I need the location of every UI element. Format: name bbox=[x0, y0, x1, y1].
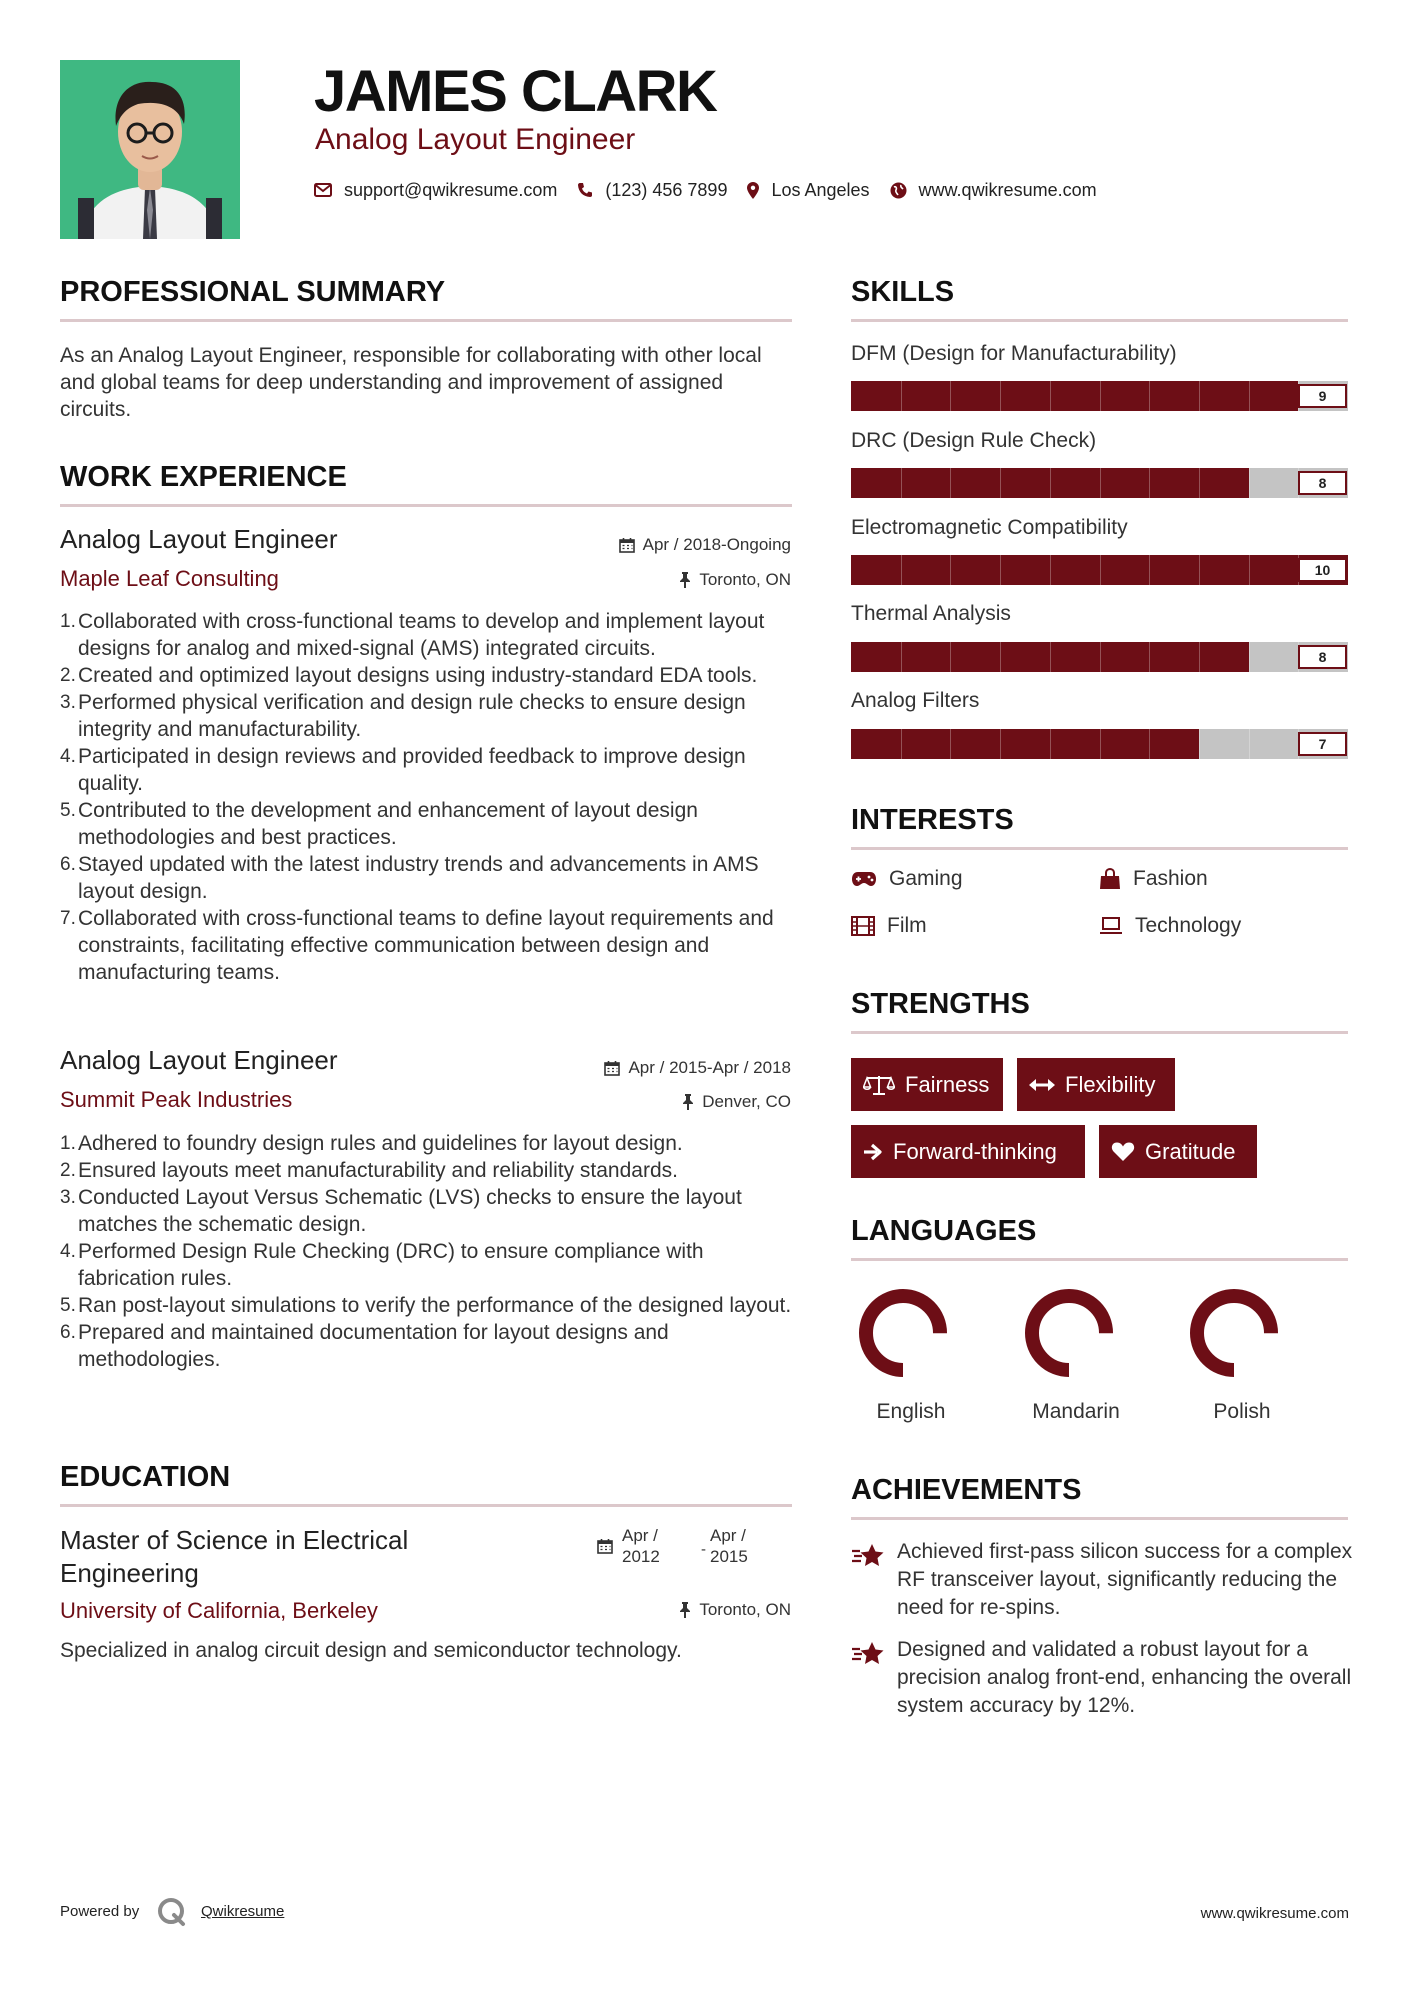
interest-film bbox=[851, 914, 927, 938]
skill-bar-segment bbox=[1000, 381, 1001, 411]
skill-bar bbox=[851, 468, 1348, 498]
language-ring-arc bbox=[1032, 1296, 1106, 1370]
language-proficiency-ring bbox=[856, 1286, 950, 1380]
education-school: University of California, Berkeley bbox=[60, 1598, 378, 1623]
phone-text: (123) 456 7899 bbox=[605, 179, 728, 200]
education-start-year: 2012 bbox=[622, 1547, 660, 1566]
shopping-bag-icon bbox=[1099, 868, 1121, 890]
skill-bar-segment bbox=[1050, 555, 1051, 585]
duty-item: Participated in design reviews and provided feedback to improve design quality. bbox=[78, 745, 746, 795]
skill-bar-segment bbox=[950, 468, 951, 498]
skill-bar-segment bbox=[1100, 381, 1101, 411]
pushpin-icon bbox=[682, 1094, 694, 1110]
email-text: support@qwikresume.com bbox=[344, 179, 558, 200]
job-2-dates bbox=[604, 1058, 791, 1078]
heart-icon bbox=[1111, 1141, 1135, 1162]
contact-location bbox=[747, 180, 869, 201]
skill-name: DFM (Design for Manufacturability) bbox=[851, 342, 1177, 365]
duty-item: Prepared and maintained documentation for layout designs and methodologies. bbox=[78, 1321, 669, 1371]
skill-bar-segment bbox=[1199, 642, 1200, 672]
education-start-month: Apr / bbox=[622, 1526, 658, 1545]
job-2-location bbox=[682, 1092, 791, 1112]
education-degree: Master of Science in Electrical Engineering bbox=[60, 1525, 409, 1588]
job-2-company: Summit Peak Industries bbox=[60, 1087, 293, 1112]
skill-bar-segment bbox=[1050, 468, 1051, 498]
skill-level-badge: 9 bbox=[1298, 384, 1347, 408]
duty-item: Conducted Layout Versus Schematic (LVS) checks to ensure the layout matches the schematic design. bbox=[78, 1186, 742, 1236]
job-2-dates-text: Apr / 2015-Apr / 2018 bbox=[628, 1058, 791, 1077]
skill-bar-segment bbox=[1199, 381, 1200, 411]
strength-label: Fairness bbox=[905, 1071, 990, 1097]
summary-heading: PROFESSIONAL SUMMARY bbox=[60, 276, 446, 308]
skill-level-badge: 10 bbox=[1298, 558, 1347, 582]
skill-bar bbox=[851, 555, 1348, 585]
skill-bar-segment bbox=[1199, 729, 1200, 759]
qwikresume-link[interactable]: Qwikresume bbox=[201, 1903, 285, 1920]
skill-bar-segment bbox=[1100, 729, 1101, 759]
education-divider bbox=[60, 1504, 792, 1507]
skill-bar-segment bbox=[1050, 729, 1051, 759]
job-1-duties bbox=[60, 608, 792, 986]
shooting-star-icon bbox=[851, 1543, 885, 1569]
film-icon bbox=[851, 916, 875, 936]
duty-item: Performed Design Rule Checking (DRC) to ensure compliance with fabrication rules. bbox=[78, 1240, 704, 1290]
interest-label: Gaming bbox=[889, 867, 963, 890]
job-1-dates bbox=[619, 535, 791, 555]
education-description: Specialized in analog circuit design and semiconductor technology. bbox=[60, 1639, 682, 1662]
achievements-heading: ACHIEVEMENTS bbox=[851, 1474, 1082, 1506]
skill-bar-segment bbox=[1149, 642, 1150, 672]
skill-bar-segment bbox=[1249, 555, 1250, 585]
profile-photo bbox=[60, 60, 240, 239]
qwikresume-logo-icon bbox=[156, 1896, 188, 1928]
skill-bar-segment bbox=[1000, 555, 1001, 585]
skill-level-badge: 7 bbox=[1298, 732, 1347, 756]
arrows-horizontal-icon bbox=[1029, 1078, 1055, 1092]
skill-level-badge: 8 bbox=[1298, 471, 1347, 495]
location-text: Los Angeles bbox=[771, 179, 870, 200]
duty-item: Collaborated with cross-functional teams to develop and implement layout designs for analog and mixed-signal (AMS) integrated circuits. bbox=[78, 610, 765, 660]
education-date-dash: - bbox=[701, 1541, 706, 1558]
skill-bar-segment bbox=[901, 729, 902, 759]
education-end-year: 2015 bbox=[710, 1547, 748, 1566]
strength-gratitude bbox=[1099, 1125, 1257, 1178]
contact-email[interactable] bbox=[314, 180, 557, 201]
achievements-divider bbox=[851, 1517, 1348, 1520]
candidate-name: JAMES CLARK bbox=[314, 59, 717, 124]
language-proficiency-ring bbox=[1022, 1286, 1116, 1380]
education-end-date bbox=[710, 1525, 748, 1567]
interest-fashion bbox=[1099, 867, 1208, 891]
skill-bar-segment bbox=[1100, 555, 1101, 585]
pushpin-icon bbox=[679, 1602, 691, 1618]
duty-item: Collaborated with cross-functional teams to define layout requirements and constraints, facilitating effective communication between design and manufacturing teams. bbox=[78, 907, 774, 984]
strengths-divider bbox=[851, 1031, 1348, 1034]
contact-bar bbox=[314, 177, 1117, 203]
skill-bar-segment bbox=[1249, 381, 1250, 411]
strength-label: Flexibility bbox=[1065, 1071, 1156, 1097]
skill-bar bbox=[851, 381, 1348, 411]
job-1-location bbox=[679, 570, 791, 590]
summary-divider bbox=[60, 319, 792, 322]
duty-item: Performed physical verification and design rule checks to ensure design integrity and manufacturability. bbox=[78, 691, 746, 741]
shooting-star-icon bbox=[851, 1641, 885, 1667]
map-marker-icon bbox=[747, 182, 759, 199]
skill-bar-segment bbox=[1100, 468, 1101, 498]
language-name: Mandarin bbox=[1032, 1400, 1120, 1423]
skill-bar-segment bbox=[1199, 555, 1200, 585]
skill-bar-segment bbox=[901, 381, 902, 411]
job-1-dates-text: Apr / 2018-Ongoing bbox=[642, 535, 791, 554]
laptop-icon bbox=[1099, 917, 1123, 935]
envelope-icon bbox=[314, 183, 332, 197]
interest-label: Fashion bbox=[1133, 867, 1208, 890]
interests-divider bbox=[851, 847, 1348, 850]
languages-heading: LANGUAGES bbox=[851, 1215, 1037, 1247]
skill-bar-segment bbox=[1000, 468, 1001, 498]
job-2-location-text: Denver, CO bbox=[702, 1092, 791, 1111]
work-heading: WORK EXPERIENCE bbox=[60, 461, 347, 493]
skill-bar-segment bbox=[901, 468, 902, 498]
skill-bar-segment bbox=[1249, 468, 1250, 498]
skills-divider bbox=[851, 319, 1348, 322]
skill-bar-segment bbox=[1050, 642, 1051, 672]
strength-label: Gratitude bbox=[1145, 1138, 1236, 1164]
skill-bar-segment bbox=[1149, 468, 1150, 498]
calendar-icon bbox=[604, 1060, 620, 1076]
duty-item: Adhered to foundry design rules and guidelines for layout design. bbox=[78, 1132, 683, 1155]
gamepad-icon bbox=[851, 871, 877, 887]
job-1-location-text: Toronto, ON bbox=[699, 570, 791, 589]
skill-bar-segment bbox=[1249, 642, 1250, 672]
skill-bar-segment bbox=[1000, 642, 1001, 672]
duty-item: Stayed updated with the latest industry trends and advancements in AMS layout design. bbox=[78, 853, 759, 903]
education-end-month: Apr / bbox=[710, 1526, 746, 1545]
language-ring-arc bbox=[866, 1296, 940, 1370]
interest-label: Technology bbox=[1135, 914, 1242, 937]
skill-bar-segment bbox=[950, 729, 951, 759]
footer-website[interactable]: www.qwikresume.com bbox=[1200, 1905, 1349, 1922]
languages-divider bbox=[851, 1258, 1348, 1261]
language-name: English bbox=[876, 1400, 946, 1423]
skill-bar-segment bbox=[950, 381, 951, 411]
education-heading: EDUCATION bbox=[60, 1461, 231, 1493]
skill-bar-segment bbox=[901, 555, 902, 585]
contact-phone[interactable] bbox=[577, 180, 727, 201]
strength-forward-thinking bbox=[851, 1125, 1085, 1178]
interest-technology bbox=[1099, 914, 1241, 938]
skill-bar-segment bbox=[1100, 642, 1101, 672]
work-divider bbox=[60, 504, 792, 507]
balance-scale-icon bbox=[863, 1074, 895, 1096]
skills-heading: SKILLS bbox=[851, 276, 955, 308]
skill-bar bbox=[851, 642, 1348, 672]
contact-website[interactable] bbox=[890, 180, 1097, 201]
skill-bar-segment bbox=[950, 642, 951, 672]
interest-gaming bbox=[851, 867, 963, 891]
skill-bar-segment bbox=[1050, 381, 1051, 411]
skill-bar bbox=[851, 729, 1348, 759]
skill-bar-segment bbox=[1199, 468, 1200, 498]
skill-bar-segment bbox=[1000, 729, 1001, 759]
powered-by-text: Powered by bbox=[60, 1903, 140, 1920]
interests-heading: INTERESTS bbox=[851, 804, 1014, 836]
strength-label: Forward-thinking bbox=[893, 1138, 1057, 1164]
job-1-title: Analog Layout Engineer bbox=[60, 524, 338, 554]
education-location-text: Toronto, ON bbox=[699, 1600, 791, 1619]
language-name: Polish bbox=[1213, 1400, 1271, 1423]
interest-label: Film bbox=[887, 914, 927, 937]
skill-bar-fill bbox=[851, 381, 1298, 411]
skill-level-badge: 8 bbox=[1298, 645, 1347, 669]
candidate-title: Analog Layout Engineer bbox=[315, 123, 636, 156]
skill-name: Thermal Analysis bbox=[851, 602, 1011, 625]
strength-fairness bbox=[851, 1058, 1003, 1111]
calendar-icon bbox=[619, 537, 635, 553]
duty-item: Contributed to the development and enhancement of layout design methodologies and best practices. bbox=[78, 799, 698, 849]
duty-item: Ensured layouts meet manufacturability and reliability standards. bbox=[78, 1159, 678, 1182]
skill-bar-segment bbox=[901, 642, 902, 672]
duty-item: Created and optimized layout designs using industry-standard EDA tools. bbox=[78, 664, 758, 687]
skill-bar-segment bbox=[1149, 729, 1150, 759]
language-proficiency-ring bbox=[1187, 1286, 1281, 1380]
education-location bbox=[679, 1600, 791, 1620]
phone-icon bbox=[577, 182, 593, 198]
pushpin-icon bbox=[679, 572, 691, 588]
website-text: www.qwikresume.com bbox=[918, 179, 1097, 200]
skill-name: DRC (Design Rule Check) bbox=[851, 429, 1097, 452]
skill-bar-fill bbox=[851, 729, 1199, 759]
calendar-icon bbox=[597, 1538, 613, 1554]
job-2-duties bbox=[60, 1130, 792, 1373]
skill-name: Electromagnetic Compatibility bbox=[851, 516, 1128, 539]
job-2-title: Analog Layout Engineer bbox=[60, 1045, 338, 1075]
duty-item: Ran post-layout simulations to verify the performance of the designed layout. bbox=[78, 1294, 792, 1317]
arrow-right-icon bbox=[863, 1143, 883, 1161]
skill-name: Analog Filters bbox=[851, 689, 980, 712]
achievement-item: Designed and validated a robust layout for a precision analog front-end, enhancing the overall system accuracy by 12%. bbox=[897, 1638, 1352, 1717]
skill-bar-segment bbox=[1149, 381, 1150, 411]
education-start-date bbox=[622, 1525, 660, 1567]
summary-text: As an Analog Layout Engineer, responsible for collaborating with other local and global teams for deep understanding and improvement of assigned circuits. bbox=[60, 344, 762, 421]
strengths-heading: STRENGTHS bbox=[851, 988, 1030, 1020]
globe-icon bbox=[890, 182, 907, 199]
skill-bar-segment bbox=[950, 555, 951, 585]
skill-bar-segment bbox=[1249, 729, 1250, 759]
skill-bar-segment bbox=[1149, 555, 1150, 585]
language-ring-arc bbox=[1197, 1296, 1271, 1370]
strength-flexibility bbox=[1017, 1058, 1175, 1111]
achievement-item: Achieved first-pass silicon success for a complex RF transceiver layout, significantly reducing the need for re-spins. bbox=[897, 1540, 1353, 1619]
job-1-company: Maple Leaf Consulting bbox=[60, 566, 279, 591]
